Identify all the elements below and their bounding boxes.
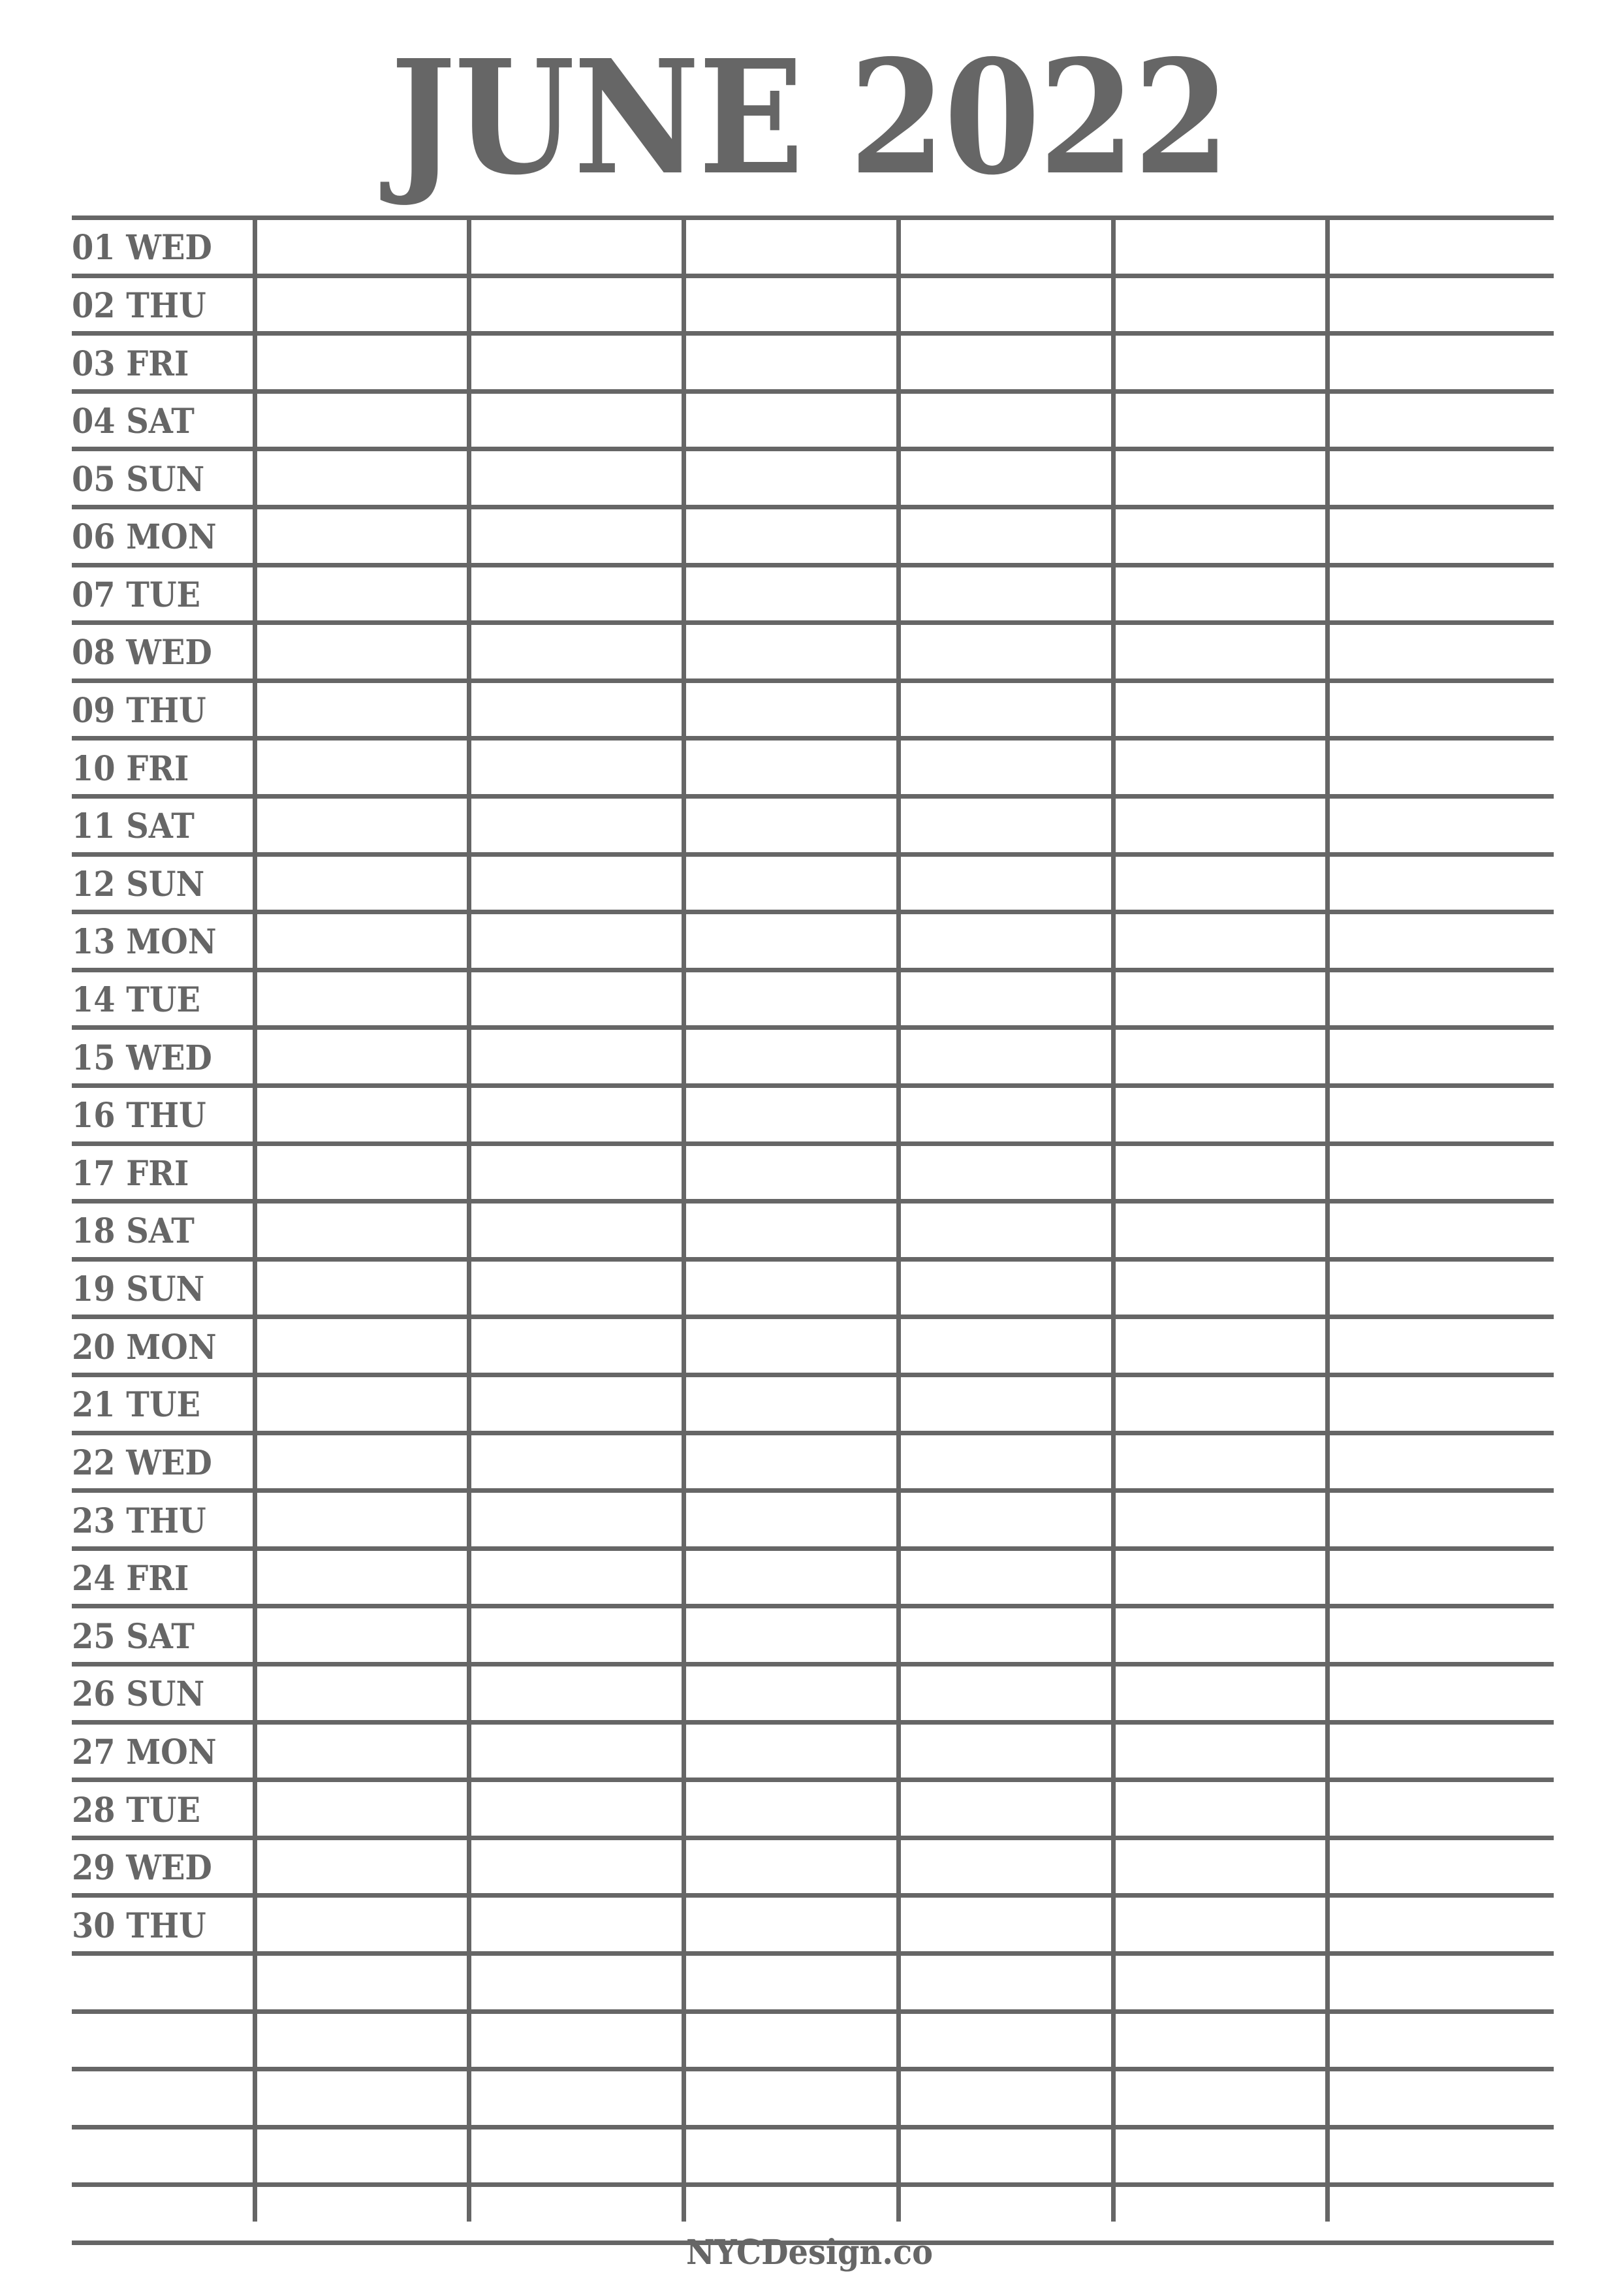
day-label: 24 FRI — [72, 1559, 189, 1599]
day-label: 29 WED — [72, 1848, 212, 1888]
day-label: 12 SUN — [72, 865, 205, 904]
day-label: 17 FRI — [72, 1154, 189, 1194]
row-divider — [72, 794, 1554, 799]
day-label: 05 SUN — [72, 460, 205, 500]
day-label: 02 THU — [72, 286, 206, 326]
row-divider — [72, 620, 1554, 625]
day-label: 13 MON — [72, 922, 217, 962]
row-divider — [72, 389, 1554, 394]
day-label: 09 THU — [72, 691, 206, 731]
column-divider — [1325, 215, 1330, 2222]
row-divider — [72, 678, 1554, 683]
column-divider — [896, 215, 901, 2222]
day-label: 20 MON — [72, 1328, 217, 1367]
day-label: 27 MON — [72, 1732, 217, 1772]
day-label: 06 MON — [72, 517, 217, 557]
row-divider — [72, 2182, 1554, 2187]
row-divider — [72, 1083, 1554, 1088]
day-label: 04 SAT — [72, 402, 195, 441]
day-label: 30 THU — [72, 1906, 206, 1946]
row-divider — [72, 2067, 1554, 2071]
row-divider — [72, 2125, 1554, 2129]
day-label: 11 SAT — [72, 806, 195, 846]
day-label: 23 THU — [72, 1501, 206, 1541]
day-label: 26 SUN — [72, 1674, 205, 1714]
row-divider — [72, 910, 1554, 914]
page-title: JUNE 2022 — [390, 25, 1229, 210]
day-label: 19 SUN — [72, 1269, 205, 1309]
row-divider — [72, 1488, 1554, 1493]
day-label: 28 TUE — [72, 1791, 201, 1830]
column-divider — [1111, 215, 1116, 2222]
row-divider — [72, 331, 1554, 336]
day-label: 25 SAT — [72, 1617, 195, 1657]
row-divider — [72, 852, 1554, 857]
row-divider — [72, 505, 1554, 509]
row-divider — [72, 1373, 1554, 1377]
row-divider — [72, 1604, 1554, 1608]
row-divider — [72, 1546, 1554, 1551]
day-label: 14 TUE — [72, 980, 201, 1020]
column-divider — [467, 215, 471, 2222]
row-divider — [72, 2009, 1554, 2014]
day-label: 15 WED — [72, 1038, 212, 1078]
row-divider — [72, 1141, 1554, 1146]
footer-brand: NYCDesign.co — [685, 2233, 934, 2272]
row-divider — [72, 1431, 1554, 1435]
row-divider — [72, 1951, 1554, 1956]
day-label: 08 WED — [72, 633, 212, 673]
row-divider — [72, 1315, 1554, 1319]
row-divider — [72, 1778, 1554, 1782]
column-divider — [682, 215, 686, 2222]
day-label: 10 FRI — [72, 749, 189, 789]
row-divider — [72, 1720, 1554, 1725]
day-label: 16 THU — [72, 1096, 206, 1136]
row-divider — [72, 1257, 1554, 1262]
row-divider — [72, 447, 1554, 451]
row-divider — [72, 563, 1554, 567]
row-divider — [72, 274, 1554, 278]
day-label: 07 TUE — [72, 575, 201, 615]
column-divider — [253, 215, 257, 2222]
row-divider — [72, 1836, 1554, 1840]
row-divider — [72, 736, 1554, 741]
row-divider — [72, 968, 1554, 972]
day-label: 18 SAT — [72, 1211, 195, 1251]
day-label: 21 TUE — [72, 1385, 201, 1425]
day-label: 03 FRI — [72, 344, 189, 384]
row-divider — [72, 1025, 1554, 1030]
row-divider — [72, 1662, 1554, 1666]
day-label: 01 WED — [72, 228, 212, 268]
row-divider — [72, 1199, 1554, 1204]
day-label: 22 WED — [72, 1443, 212, 1483]
row-divider — [72, 215, 1554, 220]
row-divider — [72, 1893, 1554, 1898]
